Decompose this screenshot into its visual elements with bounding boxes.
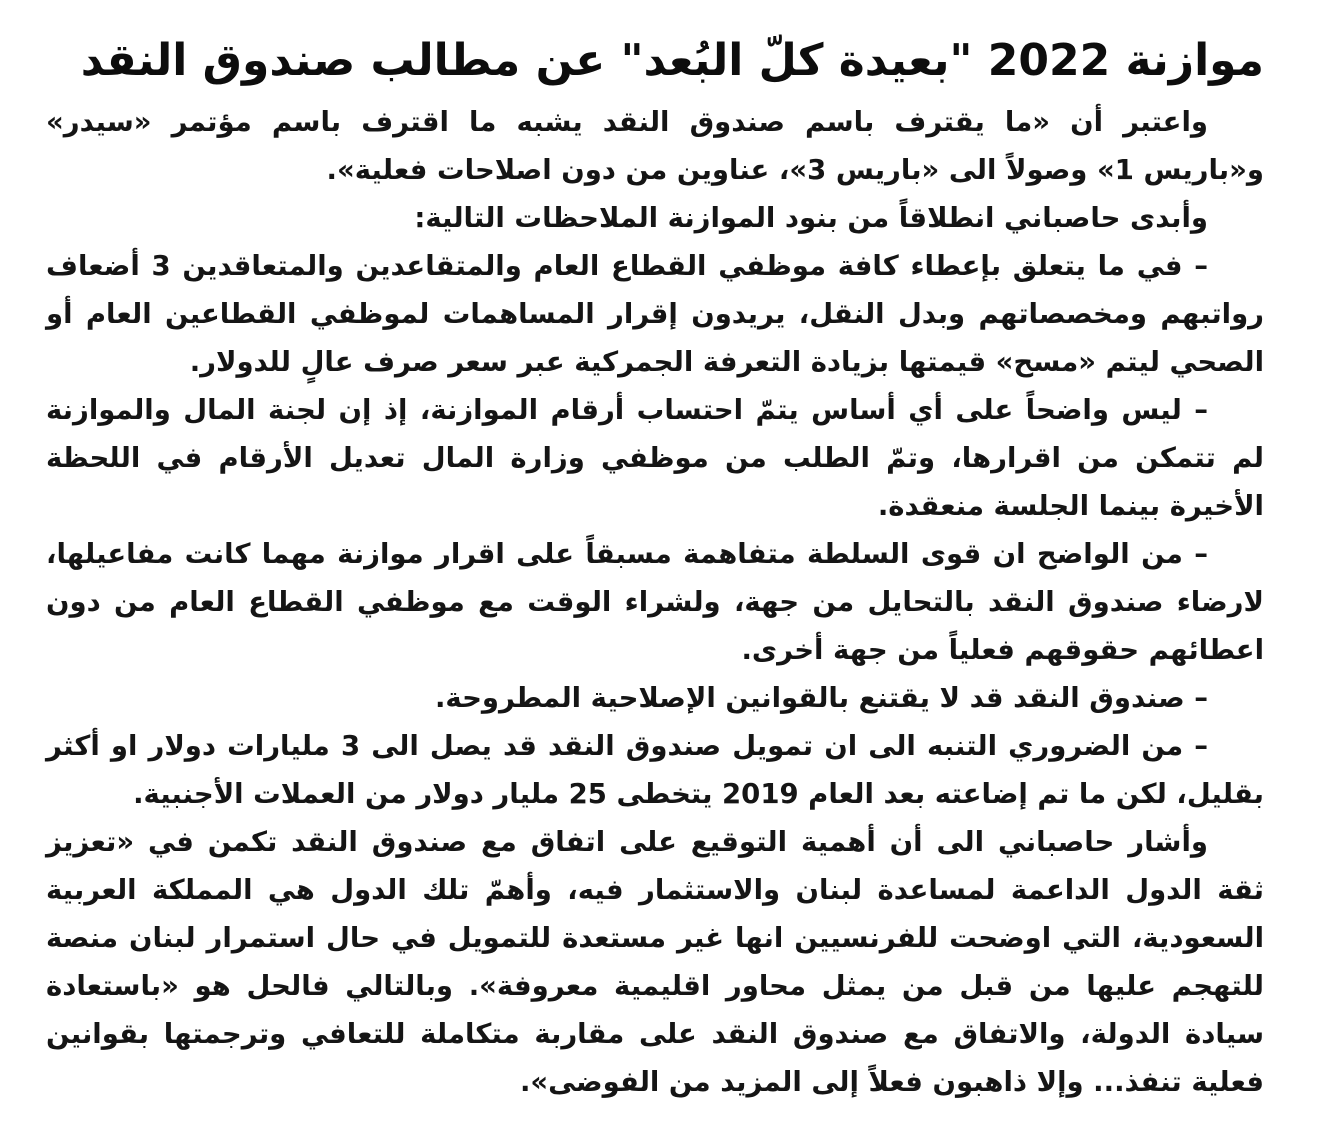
article-body: [46, 98, 1264, 1106]
paragraph-7: – من الضروري التنبه الى ان تمويل صندوق النقد قد يصل الى 3 مليارات دولار او أكثر بقليل، لكن ما تم إضاعته بعد العام 2019 يتخطى 25 مليار دولار من العملات الأجنبية.: [46, 730, 1264, 810]
paragraph-5: – من الواضح ان قوى السلطة متفاهمة مسبقاً على اقرار موازنة مهما كانت مفاعيلها، لارضاء صندوق النقد بالتحايل من جهة، ولشراء الوقت مع موظفي القطاع العام من دون اعطائهم حقوقهم فعلياً من جهة أخرى.: [46, 538, 1264, 666]
paragraph-3: – في ما يتعلق بإعطاء كافة موظفي القطاع العام والمتقاعدين والمتعاقدين 3 أضعاف رواتبهم ومخصصاتهم وبدل النقل، يريدون إقرار المساهمات لموظفي القطاعين العام أو الصحي ليتم «مسح» قيمتها بزيادة التعرفة الجمركية عبر سعر صرف عالٍ للدولار.: [46, 250, 1264, 378]
article: [46, 30, 1264, 1106]
paragraph-1: واعتبر أن «ما يقترف باسم صندوق النقد يشبه ما اقترف باسم مؤتمر «سيدر» و«باريس 1» وصولاً الى «باريس 3»، عناوين من دون اصلاحات فعلية».: [46, 106, 1264, 186]
paragraph-4: – ليس واضحاً على أي أساس يتمّ احتساب أرقام الموازنة، إذ إن لجنة المال والموازنة لم تتمكن من اقرارها، وتمّ الطلب من موظفي وزارة المال تعديل الأرقام في اللحظة الأخيرة بينما الجلسة منعقدة.: [46, 394, 1264, 522]
paragraph-8: وأشار حاصباني الى أن أهمية التوقيع على اتفاق مع صندوق النقد تكمن في «تعزيز ثقة الدول الداعمة لمساعدة لبنان والاستثمار فيه، وأهمّ تلك الدول هي المملكة العربية السعودية، التي اوضحت للفرنسيين انها غير مستعدة للتمويل في حال استمرار لبنان منصة للتهجم عليها من قبل من يمثل محاور اقليمية معروفة». وبالتالي فالحل هو «باستعادة سيادة الدولة، والاتفاق مع صندوق النقد على مقاربة متكاملة للتعافي وترجمتها بقوانين فعلية تنفذ... وإلا ذاهبون فعلاً إلى المزيد من الفوضى».: [46, 826, 1264, 1098]
paragraph-2: وأبدى حاصباني انطلاقاً من بنود الموازنة الملاحظات التالية:: [414, 202, 1208, 234]
headline: موازنة 2022 "بعيدة كلّ البُعد" عن مطالب صندوق النقد: [80, 35, 1264, 86]
paragraph-6: – صندوق النقد قد لا يقتنع بالقوانين الإصلاحية المطروحة.: [434, 682, 1208, 714]
